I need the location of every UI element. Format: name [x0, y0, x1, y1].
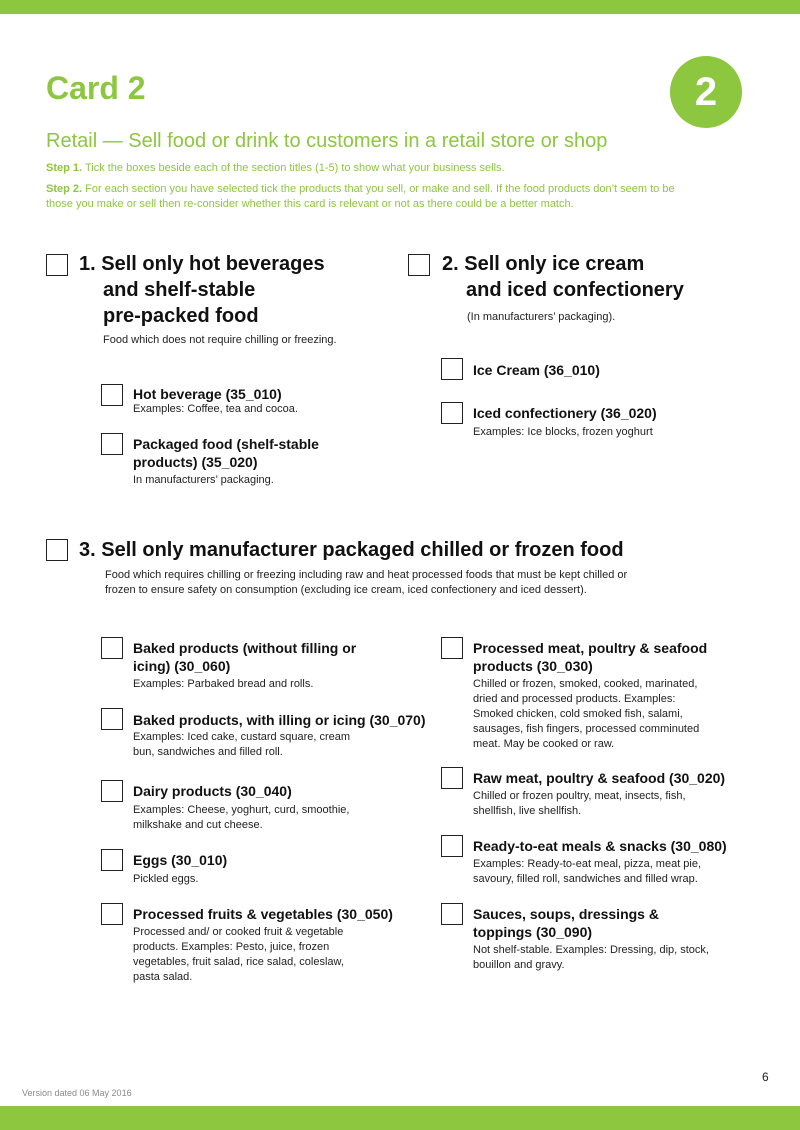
section-3-description-line2: frozen to ensure safety on consumption (excluding ice cream, iced confectionery and iced dessert).	[105, 584, 587, 596]
item-30-060-checkbox[interactable]	[101, 637, 123, 659]
step-2-text: For each section you have selected tick the products that you sell, or make and sell. If the food products don’t seem to be those you make or sell then re-consider whether this card is relevant or not as there could be a better match.	[46, 183, 675, 210]
bottom-accent-bar	[0, 1106, 800, 1130]
item-30-070-description-line2: bun, sandwiches and filled roll.	[133, 746, 283, 758]
item-36-010-checkbox[interactable]	[441, 358, 463, 380]
item-30-050-description-line2: products. Examples: Pesto, juice, frozen	[133, 941, 330, 953]
section-2-title	[442, 251, 684, 303]
section-1-title-line3: pre-packed food	[103, 305, 259, 327]
version-date: Version dated 06 May 2016	[22, 1088, 132, 1098]
item-30-050-title: Processed fruits & vegetables (30_050)	[133, 906, 393, 922]
item-30-040-description-line1: Examples: Cheese, yoghurt, curd, smoothie,	[133, 804, 350, 816]
item-30-030-title-line2: products (30_030)	[473, 658, 593, 674]
item-30-090-title-line1: Sauces, soups, dressings &	[473, 906, 659, 922]
item-30-060-title-line2: icing) (30_060)	[133, 658, 231, 674]
step-1-instruction	[46, 161, 696, 176]
item-30-020-checkbox[interactable]	[441, 767, 463, 789]
card-title: Card 2	[46, 70, 146, 106]
item-30-030-description-line5: meat. May be cooked or raw.	[473, 738, 615, 750]
item-36-020-checkbox[interactable]	[441, 402, 463, 424]
item-35-020-title	[133, 435, 319, 471]
section-2-title-line1: 2. Sell only ice cream	[442, 253, 645, 275]
card-number-badge: 2	[670, 56, 742, 128]
item-30-030-title	[473, 639, 707, 675]
section-1-description: Food which does not require chilling or freezing.	[103, 334, 337, 346]
item-35-010-checkbox[interactable]	[101, 384, 123, 406]
item-30-040-description-line2: milkshake and cut cheese.	[133, 819, 263, 831]
item-30-090-checkbox[interactable]	[441, 903, 463, 925]
item-30-020-description-line2: shellfish, live shellfish.	[473, 805, 582, 817]
item-35-020-checkbox[interactable]	[101, 433, 123, 455]
item-30-050-description-line3: vegetables, fruit salad, rice salad, coleslaw,	[133, 956, 344, 968]
item-30-030-description	[473, 677, 699, 752]
item-30-090-title	[473, 905, 659, 941]
item-30-050-description	[133, 925, 344, 985]
item-30-050-checkbox[interactable]	[101, 903, 123, 925]
item-30-070-description-line1: Examples: Iced cake, custard square, cream	[133, 731, 351, 743]
item-30-090-description-line2: bouillon and gravy.	[473, 959, 565, 971]
item-30-010-description: Pickled eggs.	[133, 873, 199, 885]
item-35-020-title-line2: products) (35_020)	[133, 454, 258, 470]
item-30-030-description-line4: sausages, fish fingers, processed comminuted	[473, 723, 700, 735]
step-1-label: Step 1.	[46, 162, 83, 174]
item-30-050-description-line4: pasta salad.	[133, 971, 193, 983]
item-36-020-description: Examples: Ice blocks, frozen yoghurt	[473, 426, 653, 438]
item-30-040-description	[133, 803, 349, 833]
item-35-010-description: Examples: Coffee, tea and cocoa.	[133, 403, 298, 415]
item-30-020-title: Raw meat, poultry & seafood (30_020)	[473, 770, 726, 786]
item-30-080-checkbox[interactable]	[441, 835, 463, 857]
item-30-050-description-line1: Processed and/ or cooked fruit & vegetable	[133, 926, 344, 938]
item-30-070-title: Baked products, with illing or icing (30_070)	[133, 712, 426, 728]
item-30-030-checkbox[interactable]	[441, 637, 463, 659]
item-35-010-title: Hot beverage (35_010)	[133, 386, 282, 402]
item-30-090-description	[473, 943, 709, 973]
item-30-090-title-line2: toppings (30_090)	[473, 924, 593, 940]
section-3-title: 3. Sell only manufacturer packaged chilled or frozen food	[79, 539, 624, 561]
section-2-description: (In manufacturers’ packaging).	[467, 311, 616, 323]
item-30-030-description-line2: dried and processed products. Examples:	[473, 693, 676, 705]
section-1-title-line2: and shelf-stable	[103, 279, 256, 301]
card-subtitle: Retail — Sell food or drink to customers in a retail store or shop	[46, 130, 608, 152]
item-30-080-title: Ready-to-eat meals & snacks (30_080)	[473, 838, 727, 854]
section-3-checkbox[interactable]	[46, 539, 68, 561]
item-30-030-description-line1: Chilled or frozen, smoked, cooked, marinated,	[473, 678, 698, 690]
page-number: 6	[762, 1070, 769, 1084]
top-accent-bar	[0, 0, 800, 14]
item-30-010-title: Eggs (30_010)	[133, 852, 228, 868]
section-2-checkbox[interactable]	[408, 254, 430, 276]
section-3-description	[105, 568, 627, 598]
item-35-020-description: In manufacturers’ packaging.	[133, 474, 274, 486]
item-36-020-title: Iced confectionery (36_020)	[473, 405, 657, 421]
item-30-070-description	[133, 730, 350, 760]
item-30-080-description-line1: Examples: Ready-to-eat meal, pizza, meat pie,	[473, 858, 702, 870]
step-2-instruction	[46, 182, 686, 211]
item-30-060-title	[133, 639, 356, 675]
item-30-030-description-line3: Smoked chicken, cold smoked fish, salami,	[473, 708, 683, 720]
item-30-020-description	[473, 789, 686, 819]
section-1-checkbox[interactable]	[46, 254, 68, 276]
item-30-080-description	[473, 857, 701, 887]
item-30-010-checkbox[interactable]	[101, 849, 123, 871]
item-30-060-title-line1: Baked products (without filling or	[133, 640, 357, 656]
step-2-label: Step 2.	[46, 183, 83, 195]
item-30-040-title: Dairy products (30_040)	[133, 783, 292, 799]
item-35-020-title-line1: Packaged food (shelf-stable	[133, 436, 319, 452]
item-30-020-description-line1: Chilled or frozen poultry, meat, insects, fish,	[473, 790, 686, 802]
item-30-030-title-line1: Processed meat, poultry & seafood	[473, 640, 708, 656]
section-2-title-line2: and iced confectionery	[466, 279, 684, 301]
step-1-text: Tick the boxes beside each of the section titles (1-5) to show what your business sells.	[84, 162, 505, 174]
item-36-010-title: Ice Cream (36_010)	[473, 362, 600, 378]
section-1-title	[79, 251, 325, 329]
section-3-description-line1: Food which requires chilling or freezing including raw and heat processed foods that must be kept chilled or	[105, 569, 628, 581]
section-1-title-line1: 1. Sell only hot beverages	[79, 253, 325, 275]
item-30-080-description-line2: savoury, filled roll, sandwiches and filled wrap.	[473, 873, 698, 885]
item-30-040-checkbox[interactable]	[101, 780, 123, 802]
item-30-060-description: Examples: Parbaked bread and rolls.	[133, 678, 314, 690]
item-30-090-description-line1: Not shelf-stable. Examples: Dressing, dip, stock,	[473, 944, 709, 956]
item-30-070-checkbox[interactable]	[101, 708, 123, 730]
